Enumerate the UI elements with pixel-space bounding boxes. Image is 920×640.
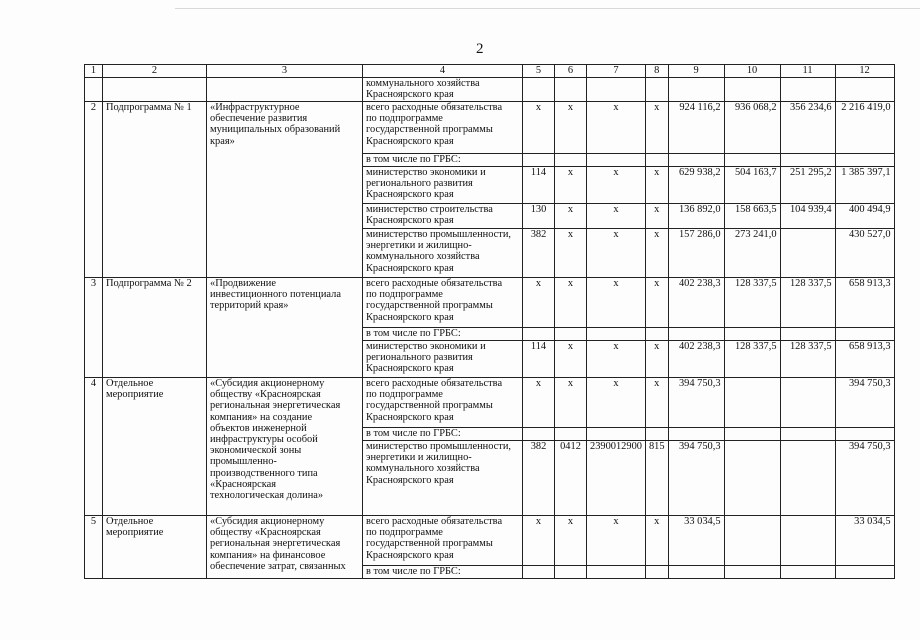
grbs-code: 114 xyxy=(523,167,555,204)
expense-type-code: x xyxy=(645,378,668,428)
grbs-code: 114 xyxy=(523,341,555,378)
program-name: «Субсидия акционерному обществу «Красноярская региональная энергетическая компания» на финансовое обеспечение затрат, связанных xyxy=(207,516,363,579)
table-row xyxy=(85,516,895,566)
expense-label: всего расходные обязательства по подпрограмме государственной программы Красноярского края xyxy=(363,516,523,566)
program-name: «Продвижение инвестиционного потенциала территорий края» xyxy=(207,278,363,378)
column-header: 3 xyxy=(207,65,363,78)
target-code: x xyxy=(587,378,646,428)
section-code: 0412 xyxy=(555,441,587,516)
amount-year2: 273 241,0 xyxy=(724,229,780,278)
amount-year3 xyxy=(780,229,835,278)
amount-year1: 136 892,0 xyxy=(668,204,724,229)
section-code: x xyxy=(555,229,587,278)
column-header: 8 xyxy=(645,65,668,78)
target-code: 2390012900 xyxy=(587,441,646,516)
amount-year2: 128 337,5 xyxy=(724,278,780,328)
table-row xyxy=(85,278,895,328)
amount-total: 394 750,3 xyxy=(835,441,894,516)
scan-edge-line xyxy=(175,8,920,9)
amount-total: 400 494,9 xyxy=(835,204,894,229)
grbs-code: x xyxy=(523,516,555,566)
ministry-label: министерство экономики и регионального развития Красноярского края xyxy=(363,341,523,378)
amount-total: 658 913,3 xyxy=(835,341,894,378)
expense-type-code: x xyxy=(645,229,668,278)
including-label: в том числе по ГРБС: xyxy=(363,328,523,341)
target-code: x xyxy=(587,516,646,566)
program-type: Подпрограмма № 1 xyxy=(103,102,207,278)
amount-year2 xyxy=(724,378,780,428)
table-row xyxy=(85,378,895,428)
expense-label: всего расходные обязательства по подпрограмме государственной программы Красноярского края xyxy=(363,278,523,328)
amount-year1: 402 238,3 xyxy=(668,341,724,378)
amount-year3: 251 295,2 xyxy=(780,167,835,204)
amount-year1: 629 938,2 xyxy=(668,167,724,204)
amount-total: 430 527,0 xyxy=(835,229,894,278)
program-type: Подпрограмма № 2 xyxy=(103,278,207,378)
column-header: 1 xyxy=(85,65,103,78)
including-label: в том числе по ГРБС: xyxy=(363,428,523,441)
section-code: x xyxy=(555,341,587,378)
target-code: x xyxy=(587,102,646,154)
column-header: 11 xyxy=(780,65,835,78)
row-number: 3 xyxy=(85,278,103,378)
amount-total: 394 750,3 xyxy=(835,378,894,428)
ministry-label: министерство промышленности, энергетики и жилищно- коммунального хозяйства Красноярского края xyxy=(363,229,523,278)
expense-type-code: 815 xyxy=(645,441,668,516)
page-number: 2 xyxy=(476,41,484,57)
column-header: 5 xyxy=(523,65,555,78)
amount-total: 2 216 419,0 xyxy=(835,102,894,154)
table-row xyxy=(85,78,895,102)
amount-total: 1 385 397,1 xyxy=(835,167,894,204)
grbs-code: x xyxy=(523,102,555,154)
amount-year2: 936 068,2 xyxy=(724,102,780,154)
row-number: 4 xyxy=(85,378,103,516)
amount-total: 33 034,5 xyxy=(835,516,894,566)
program-name: «Инфраструктурное обеспечение развития муниципальных образований края» xyxy=(207,102,363,278)
column-header: 10 xyxy=(724,65,780,78)
amount-year1: 33 034,5 xyxy=(668,516,724,566)
amount-year2 xyxy=(724,441,780,516)
column-header: 7 xyxy=(587,65,646,78)
amount-year1: 394 750,3 xyxy=(668,378,724,428)
amount-year2 xyxy=(724,516,780,566)
target-code: x xyxy=(587,341,646,378)
row-number: 2 xyxy=(85,102,103,278)
column-header: 2 xyxy=(103,65,207,78)
amount-year1: 157 286,0 xyxy=(668,229,724,278)
row-number: 5 xyxy=(85,516,103,579)
table-row xyxy=(85,102,895,154)
amount-year3: 128 337,5 xyxy=(780,341,835,378)
amount-year2: 504 163,7 xyxy=(724,167,780,204)
target-code: x xyxy=(587,229,646,278)
expense-type-code: x xyxy=(645,204,668,229)
amount-year3: 104 939,4 xyxy=(780,204,835,229)
section-code: x xyxy=(555,516,587,566)
target-code: x xyxy=(587,278,646,328)
amount-year3 xyxy=(780,441,835,516)
section-code: x xyxy=(555,102,587,154)
program-name: «Субсидия акционерному обществу «Красноярская региональная энергетическая компания» на создание объектов инженерной инфраструктуры особой экономической зоны промышленно- производственного типа «Красноярская технологическая долина» xyxy=(207,378,363,516)
expense-type-code: x xyxy=(645,102,668,154)
budget-table xyxy=(84,64,895,579)
section-code: x xyxy=(555,278,587,328)
expense-type-code: x xyxy=(645,516,668,566)
expense-label: всего расходные обязательства по подпрограмме государственной программы Красноярского края xyxy=(363,378,523,428)
ministry-label: министерство строительства Красноярского края xyxy=(363,204,523,229)
including-label: в том числе по ГРБС: xyxy=(363,154,523,167)
column-header: 9 xyxy=(668,65,724,78)
amount-total: 658 913,3 xyxy=(835,278,894,328)
header-row xyxy=(85,65,895,78)
amount-year2: 158 663,5 xyxy=(724,204,780,229)
target-code: x xyxy=(587,167,646,204)
target-code: x xyxy=(587,204,646,229)
ministry-label: министерство экономики и регионального развития Красноярского края xyxy=(363,167,523,204)
amount-year1: 402 238,3 xyxy=(668,278,724,328)
amount-year2: 128 337,5 xyxy=(724,341,780,378)
grbs-code: 130 xyxy=(523,204,555,229)
section-code: x xyxy=(555,167,587,204)
column-header: 12 xyxy=(835,65,894,78)
grbs-code: 382 xyxy=(523,229,555,278)
amount-year3 xyxy=(780,378,835,428)
grbs-code: x xyxy=(523,278,555,328)
section-code: x xyxy=(555,204,587,229)
section-code: x xyxy=(555,378,587,428)
including-label: в том числе по ГРБС: xyxy=(363,566,523,579)
column-header: 6 xyxy=(555,65,587,78)
program-type: Отдельное мероприятие xyxy=(103,516,207,579)
amount-year3 xyxy=(780,516,835,566)
grbs-code: 382 xyxy=(523,441,555,516)
column-header: 4 xyxy=(363,65,523,78)
amount-year1: 394 750,3 xyxy=(668,441,724,516)
amount-year3: 128 337,5 xyxy=(780,278,835,328)
amount-year3: 356 234,6 xyxy=(780,102,835,154)
grbs-code: x xyxy=(523,378,555,428)
continued-text: коммунального хозяйства Красноярского края xyxy=(363,78,523,102)
ministry-label: министерство промышленности, энергетики и жилищно- коммунального хозяйства Красноярского края xyxy=(363,441,523,516)
expense-type-code: x xyxy=(645,341,668,378)
program-type: Отдельное мероприятие xyxy=(103,378,207,516)
expense-label: всего расходные обязательства по подпрограмме государственной программы Красноярского края xyxy=(363,102,523,154)
amount-year1: 924 116,2 xyxy=(668,102,724,154)
expense-type-code: x xyxy=(645,167,668,204)
expense-type-code: x xyxy=(645,278,668,328)
